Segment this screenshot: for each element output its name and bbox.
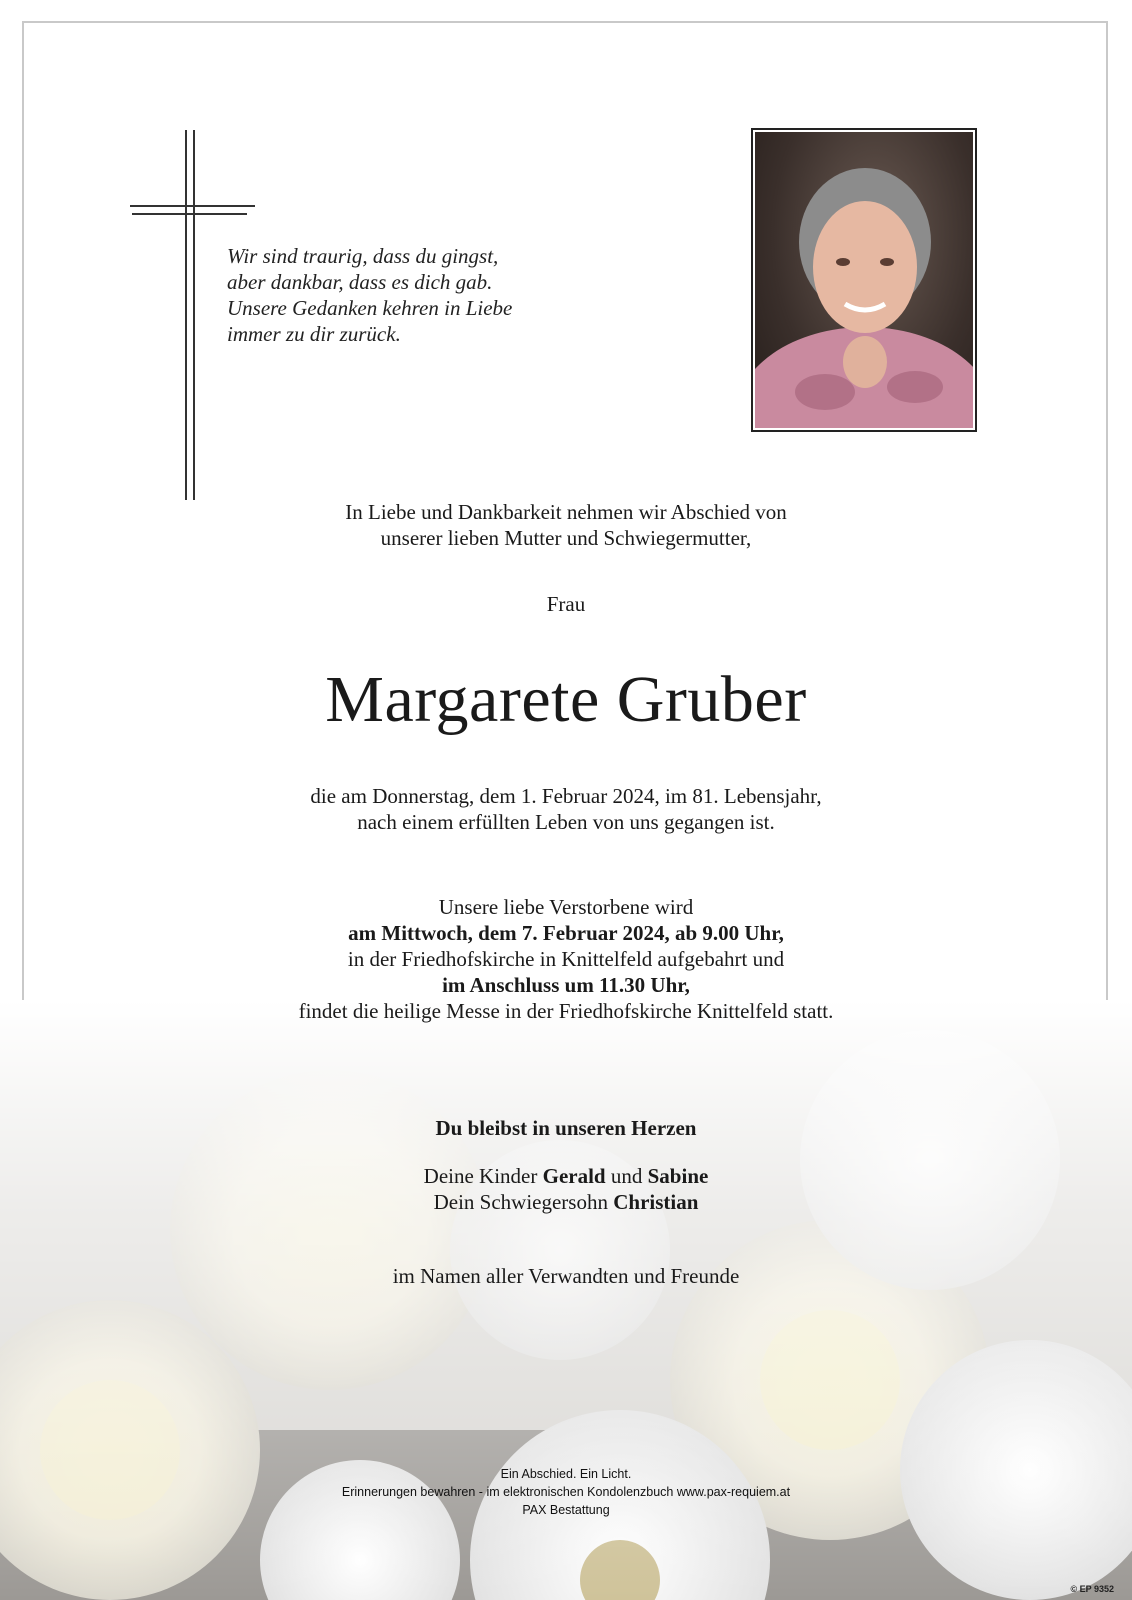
portrait-photo — [755, 132, 973, 428]
footer-line: PAX Bestattung — [522, 1503, 610, 1517]
ceremony-line: findet die heilige Messe in der Friedhofskirche Knittelfeld statt. — [298, 999, 834, 1023]
ceremony-time: im Anschluss um 11.30 Uhr, — [442, 973, 690, 997]
ceremony-info — [0, 894, 1132, 1024]
poem-line: Wir sind traurig, dass du gingst, — [227, 244, 499, 268]
intro-line: In Liebe und Dankbarkeit nehmen wir Abschied von — [345, 500, 787, 524]
family-children — [0, 1163, 1132, 1189]
death-line: die am Donnerstag, dem 1. Februar 2024, im 81. Lebensjahr, — [310, 784, 822, 808]
and-text: und — [605, 1164, 648, 1188]
closing-line: Du bleibst in unseren Herzen — [435, 1116, 697, 1140]
salutation: Frau — [546, 592, 586, 616]
poem-line: aber dankbar, dass es dich gab. — [227, 270, 493, 294]
ceremony-line: in der Friedhofskirche in Knittelfeld aufgebahrt und — [347, 947, 785, 971]
inlaw-name: Christian — [613, 1190, 699, 1214]
portrait-photo-frame — [751, 128, 977, 432]
footer — [0, 1465, 1132, 1519]
family-inlaw — [0, 1189, 1132, 1215]
footer-line: Erinnerungen bewahren - im elektronischen Kondolenzbuch www.pax-requiem.at — [341, 1485, 791, 1499]
children-prefix: Deine Kinder — [423, 1164, 543, 1188]
intro-line: unserer lieben Mutter und Schwiegermutter, — [380, 526, 752, 550]
death-notice — [0, 783, 1132, 835]
footer-line: Ein Abschied. Ein Licht. — [500, 1467, 632, 1481]
child-name: Gerald — [542, 1164, 606, 1188]
death-line: nach einem erfüllten Leben von uns gegangen ist. — [357, 810, 775, 834]
poem-line: Unsere Gedanken kehren in Liebe — [227, 296, 513, 320]
poem — [227, 243, 512, 347]
child-name: Sabine — [647, 1164, 709, 1188]
document-code: © EP 9352 — [1070, 1584, 1114, 1594]
ceremony-line: Unsere liebe Verstorbene wird — [438, 895, 694, 919]
family-list — [0, 1163, 1132, 1215]
relatives-line: im Namen aller Verwandten und Freunde — [392, 1264, 740, 1288]
inlaw-prefix: Dein Schwiegersohn — [433, 1190, 614, 1214]
ceremony-date: am Mittwoch, dem 7. Februar 2024, ab 9.00 Uhr, — [348, 921, 784, 945]
deceased-name: Margarete Gruber — [325, 663, 807, 736]
poem-line: immer zu dir zurück. — [227, 322, 401, 346]
intro-text — [0, 499, 1132, 551]
